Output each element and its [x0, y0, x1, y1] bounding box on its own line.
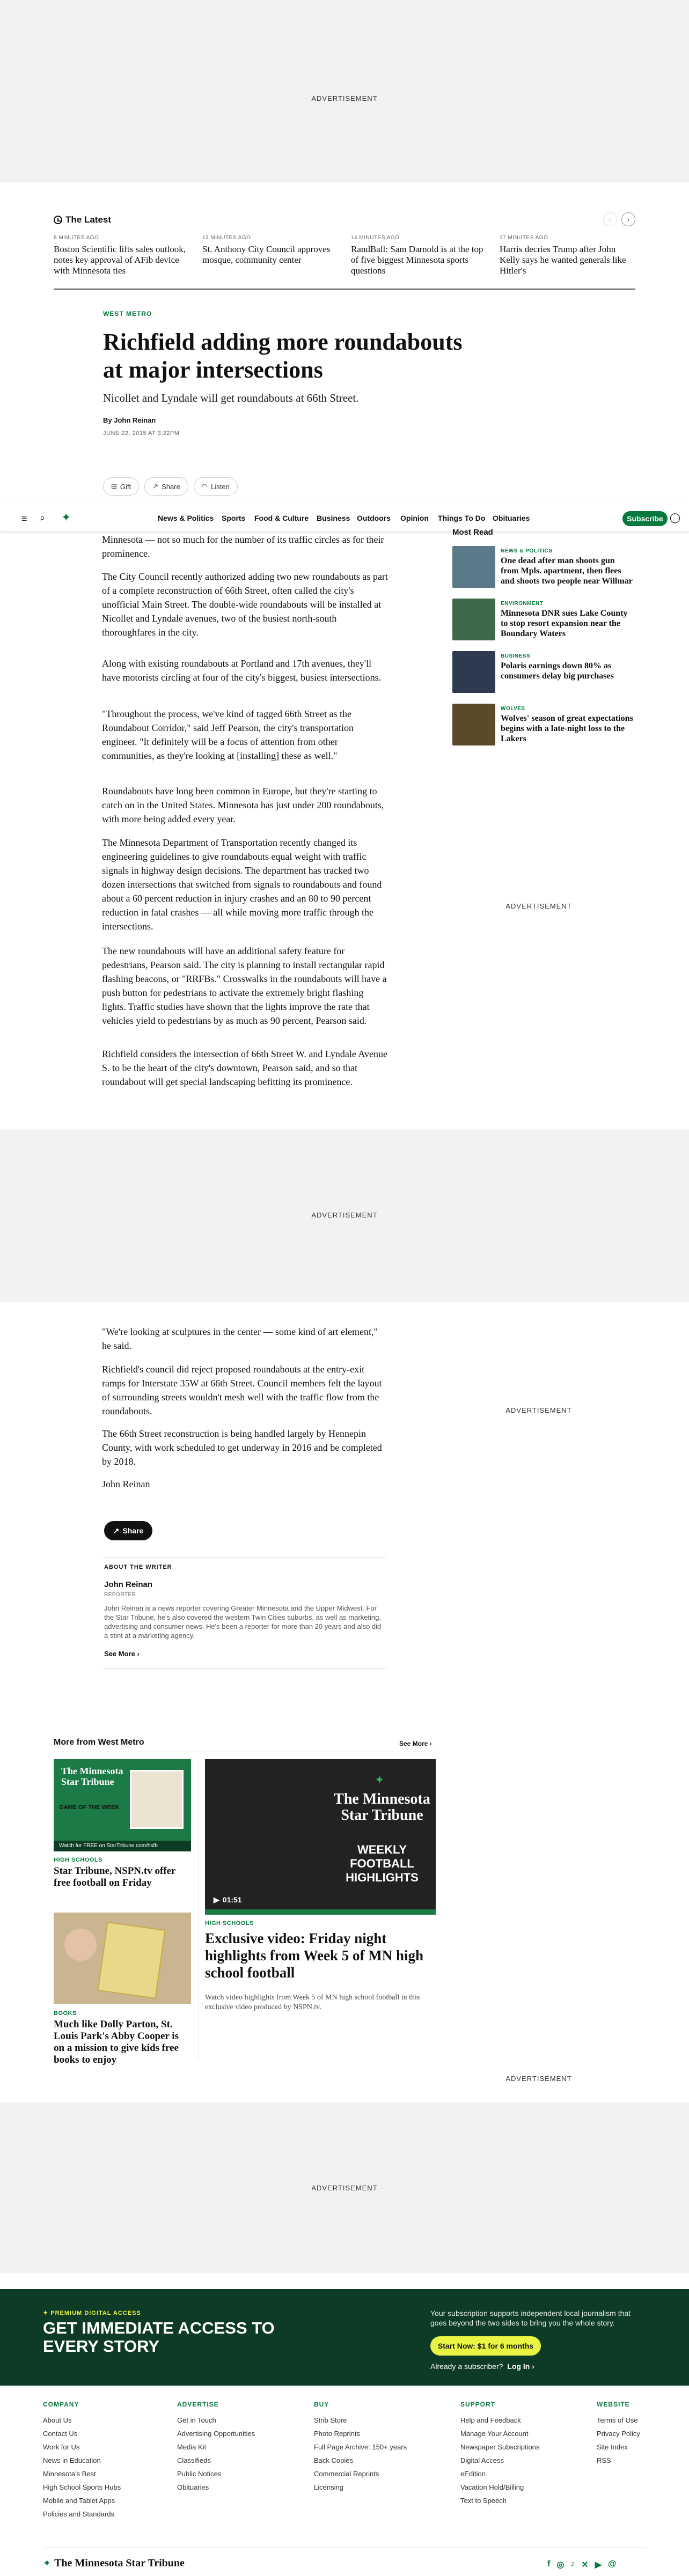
team-logos-image: [130, 1770, 184, 1829]
footer-link[interactable]: News in Education: [43, 2456, 101, 2464]
most-read-headline[interactable]: One dead after man shoots gun from Mpls. apartment, then flees and shoots two people near Willmar: [501, 556, 633, 586]
card-thumbnail[interactable]: The Minnesota Star Tribune GAME OF THE WEEK Watch for FREE on StarTribune.com/hsfb: [54, 1759, 191, 1851]
footer-link[interactable]: RSS: [597, 2456, 611, 2464]
footer-column-support: SUPPORT Help and Feedback Manage Your Account Newspaper Subscriptions Digital Access eEdition Vacation Hold/Billing Text to Speech: [460, 2401, 578, 2507]
paragraph: The City Council recently authorized adding two new roundabouts as part of a complete reconstruction of 66th Street, often called the city's unofficial Main Street. The double-wide roundabouts will be installed at Nicollet and Lyndale avenues, two of the busiest north-south thoroughfares in the city.: [102, 571, 388, 638]
most-read-thumbnail[interactable]: [452, 546, 495, 588]
footer-link[interactable]: Classifieds: [177, 2456, 211, 2464]
listen-button[interactable]: ◠ Listen: [194, 477, 238, 496]
promo-headline: GET IMMEDIATE ACCESS TO EVERY STORY: [43, 2319, 275, 2356]
nav-sports[interactable]: Sports: [222, 514, 246, 522]
share-icon: ↗: [113, 1526, 120, 1535]
most-read-thumbnail[interactable]: [452, 651, 495, 693]
paragraph: Richfield considers the intersection of 66th Street W. and Lyndale Avenue S. to be the heart of the city's downtown, Pearson said, and so that roundabout will get special landscaping befitting its prominence.: [102, 1049, 388, 1087]
ad-label: ADVERTISEMENT: [311, 2184, 378, 2192]
start-now-button[interactable]: Start Now: $1 for 6 months: [430, 2336, 541, 2356]
footer-link[interactable]: Media Kit: [177, 2443, 207, 2451]
footer-column-website: WEBSITE Terms of Use Privacy Policy Site Index RSS: [597, 2401, 677, 2467]
latest-time: 8 MINUTES AGO: [54, 235, 99, 241]
star-logo-icon: ✦: [375, 1773, 385, 1787]
sidebar-ad-label: ADVERTISEMENT: [505, 2075, 572, 2083]
writer-name[interactable]: John Reinan: [104, 1580, 153, 1589]
latest-time: 13 MINUTES AGO: [202, 235, 251, 241]
writer-role: REPORTER: [104, 1592, 136, 1598]
latest-time: 17 MINUTES AGO: [500, 235, 548, 241]
subscribe-button[interactable]: Subscribe: [622, 511, 668, 526]
facebook-icon[interactable]: f: [547, 2559, 551, 2568]
footer-link[interactable]: Terms of Use: [597, 2416, 638, 2424]
share-button[interactable]: ↗ Share: [144, 477, 188, 496]
footer-link[interactable]: Text to Speech: [460, 2497, 507, 2505]
latest-headline[interactable]: St. Anthony City Council approves mosque, community center: [202, 244, 331, 265]
card-thumbnail[interactable]: [54, 1913, 191, 2004]
footer-column-company: COMPANY About Us Contact Us Work for Us News in Education Minnesota's Best High School Sports Hubs Mobile and Tablet Apps Policies and Standards: [43, 2401, 150, 2521]
bottom-ad: [0, 2102, 689, 2273]
byline[interactable]: By John Reinan: [103, 416, 156, 424]
paragraph: The new roundabouts will have an additional safety feature for pedestrians, Pearson said. The city is planning to install rectangular rapid flashing beacons, or "RRFBs." Crosswalks in the roundabouts will have a push button for pedestrians to activate the extremely bright flashing lights. Traffic studies have shown that the lights improve the rate that vehicles yield to pedestrians by as much as 90 percent, Pearson said.: [102, 946, 387, 1026]
footer-link[interactable]: Contact Us: [43, 2430, 78, 2438]
footer-link[interactable]: Work for Us: [43, 2443, 80, 2451]
sticky-nav: [0, 504, 689, 532]
most-read-headline[interactable]: Wolves' season of great expectations begins with a late-night loss to the Lakers: [501, 714, 633, 743]
article-dek: Nicollet and Lyndale will get roundabouts at 66th Street.: [103, 392, 359, 404]
most-read-title: Most Read: [452, 528, 493, 537]
share-icon: ↗: [152, 482, 159, 490]
sidebar-ad-label: ADVERTISEMENT: [505, 1406, 572, 1414]
footer-link[interactable]: Policies and Standards: [43, 2510, 114, 2518]
headphones-icon: ◠: [201, 482, 208, 490]
gift-icon: ⊞: [111, 482, 117, 490]
latest-headline[interactable]: Harris decries Trump after John Kelly says he wanted generals like Hitler's: [500, 244, 626, 276]
paragraph: Along with existing roundabouts at Portland and 17th avenues, they'll have motorists circling at four of the city's biggest, busiest intersections.: [102, 658, 382, 683]
article-date: JUNE 22, 2015 AT 3:22PM: [103, 430, 180, 437]
youtube-icon[interactable]: ▶: [595, 2560, 602, 2570]
most-read-category: ENVIRONMENT: [501, 601, 544, 607]
more-from-title: More from West Metro: [54, 1738, 144, 1747]
ad-label: ADVERTISEMENT: [311, 94, 378, 102]
paragraph: The Minnesota Department of Transportation recently changed its engineering guidelines to give roundabouts equal weight with traffic signals in highway design decisions. The department has tracked two dozen intersections that switched from signals to roundabouts and found about a 60 percent reduction in injury crashes and an 80 to 90 percent reduction in fatal crashes — all while moving more traffic through the intersections.: [102, 837, 382, 932]
gift-button[interactable]: ⊞ Gift: [103, 477, 139, 496]
article-headline: Richfield adding more roundabouts at major intersections: [103, 329, 463, 383]
footer-link[interactable]: Help and Feedback: [460, 2416, 521, 2424]
author-signoff: John Reinan: [102, 1479, 150, 1489]
footer-link[interactable]: Back Copies: [314, 2456, 353, 2464]
most-read-thumbnail[interactable]: [452, 704, 495, 746]
footer-link[interactable]: Minnesota's Best: [43, 2470, 96, 2478]
share-button-bottom[interactable]: ↗ Share: [104, 1521, 152, 1540]
card-description: Watch video highlights from Week 5 of MN high school football in this exclusive video produced by NSPN.tv.: [205, 1994, 420, 2011]
most-read-category: BUSINESS: [501, 653, 531, 659]
promo-tag: ✦ PREMIUM DIGITAL ACCESS: [43, 2310, 141, 2316]
paragraph: Minnesota — not so much for the number of its traffic circles as for their prominence.: [102, 534, 384, 559]
prev-arrow-button[interactable]: ‹: [603, 212, 617, 226]
latest-item[interactable]: [500, 235, 635, 276]
card-category: BOOKS: [54, 2010, 77, 2017]
footer-link[interactable]: Digital Access: [460, 2456, 504, 2464]
writer-bio: John Reinan is a news reporter covering Greater Minnesota and the Upper Midwest. For the Star Tribune, he's also covered the western Twin Cities suburbs, as well as marketing, advertising and consumer news. He's been a reporter for more than 20 years and also did a stint at a marketing agency.: [104, 1604, 382, 1640]
footer-link[interactable]: Manage Your Account: [460, 2430, 529, 2438]
footer-link[interactable]: Mobile and Tablet Apps: [43, 2497, 115, 2505]
clock-icon: [54, 216, 62, 224]
footer-link[interactable]: Vacation Hold/Billing: [460, 2483, 524, 2491]
footer-link[interactable]: Licensing: [314, 2483, 343, 2491]
divider: [54, 289, 635, 290]
footer-link[interactable]: Photo Reprints: [314, 2430, 360, 2438]
paragraph: Richfield's council did reject proposed roundabouts at the entry-exit ramps for Interstate 35W at 66th Street. Council members felt the layout of surrounding streets wouldn't mesh well with the traffic flow from the roundabouts.: [102, 1364, 382, 1416]
more-from-see-more-link[interactable]: See More ›: [399, 1740, 432, 1747]
threads-icon[interactable]: @: [608, 2559, 617, 2568]
latest-headline[interactable]: Boston Scientific lifts sales outlook, notes key approval of AFib device with Minnesota ties: [54, 244, 186, 276]
about-writer-label: ABOUT THE WRITER: [104, 1564, 172, 1570]
nav-business[interactable]: Business: [317, 514, 350, 522]
latest-title: The Latest: [65, 215, 112, 225]
star-logo-icon: ✦: [43, 2558, 52, 2568]
divider: [103, 1668, 386, 1669]
paragraph: "We're looking at sculptures in the center — some kind of art element," he said.: [102, 1326, 378, 1351]
video-player[interactable]: ✦ The Minnesota Star Tribune WEEKLY FOOTBALL HIGHLIGHTS ▶ 01:51: [205, 1759, 436, 1915]
paragraph: Roundabouts have long been common in Europe, but they're starting to catch on in the United States. Minnesota has just under 200 roundabouts, with more being added every year.: [102, 786, 384, 824]
paragraph: The 66th Street reconstruction is being handled largely by Hennepin County, with work scheduled to get underway in 2016 and be completed by 2018.: [102, 1428, 382, 1467]
footer-link[interactable]: Advertising Opportunities: [177, 2430, 255, 2438]
footer-link[interactable]: Public Notices: [177, 2470, 222, 2478]
footer-link[interactable]: Get in Touch: [177, 2416, 216, 2424]
paragraph: "Throughout the process, we've kind of tagged 66th Street as the Roundabout Corridor," said Jeff Pearson, the city's transportation engineer. "It definitely will be a focus of attention from other communities, as they're looking at [installing] these as well.": [102, 708, 354, 761]
article-actions: [103, 477, 238, 496]
latest-headline[interactable]: RandBall: Sam Darnold is at the top of five biggest Minnesota sports questions: [351, 244, 483, 276]
social-links: [547, 2559, 617, 2570]
footer-link[interactable]: Strib Store: [314, 2416, 347, 2424]
account-icon[interactable]: ◯: [669, 512, 680, 523]
mid-ad: [0, 1130, 689, 1302]
footer-link[interactable]: About Us: [43, 2416, 72, 2424]
footer-link[interactable]: Obituaries: [177, 2483, 209, 2491]
footer-link[interactable]: Newspaper Subscriptions: [460, 2443, 540, 2451]
tiktok-icon[interactable]: ♪: [570, 2559, 575, 2568]
search-icon[interactable]: ⌕: [40, 512, 46, 523]
login-link[interactable]: Log In ›: [507, 2362, 534, 2371]
menu-icon[interactable]: ≡: [21, 513, 27, 524]
nav-news-politics[interactable]: News & Politics: [158, 514, 214, 522]
footer-link[interactable]: High School Sports Hubs: [43, 2483, 121, 2491]
next-arrow-button[interactable]: ›: [621, 212, 635, 226]
video-duration: 01:51: [222, 1895, 242, 1904]
most-read-category: NEWS & POLITICS: [501, 548, 553, 554]
footer-link[interactable]: Commercial Reprints: [314, 2470, 379, 2478]
promo-text: Your subscription supports independent local journalism that goes beyond the two sides to bring you the whole story.: [430, 2309, 631, 2327]
footer-column-advertise: ADVERTISE Get in Touch Advertising Opportunities Media Kit Classifieds Public Notices Obituaries: [177, 2401, 295, 2494]
sidebar-ad-label: ADVERTISEMENT: [505, 902, 572, 910]
latest-time: 14 MINUTES AGO: [351, 235, 400, 241]
nav-food-culture[interactable]: Food & Culture: [254, 514, 309, 522]
card-headline[interactable]: Star Tribune, NSPN.tv offer free football on Friday: [54, 1865, 176, 1888]
footer-link[interactable]: Full Page Archive: 150+ years: [314, 2443, 407, 2451]
footer-link[interactable]: Site Index: [597, 2443, 628, 2451]
subscription-promo: [0, 2289, 689, 2386]
already-subscriber-text: Already a subscriber?: [430, 2362, 503, 2371]
instagram-icon[interactable]: ◎: [556, 2560, 565, 2570]
top-ad: [0, 0, 689, 182]
card-category: HIGH SCHOOLS: [205, 1920, 254, 1927]
latest-item[interactable]: [351, 235, 487, 276]
child-image: [64, 1929, 97, 1961]
book-cover-image: [97, 1922, 165, 1999]
footer-link[interactable]: Privacy Policy: [597, 2430, 640, 2438]
footer-link[interactable]: eEdition: [460, 2470, 486, 2478]
most-read-headline[interactable]: Minnesota DNR sues Lake County to stop resort expansion near the Boundary Waters: [501, 609, 628, 638]
most-read-headline[interactable]: Polaris earnings down 80% as consumers delay big purchases: [501, 661, 614, 681]
most-read-thumbnail[interactable]: [452, 599, 495, 640]
play-icon[interactable]: ▶: [214, 1895, 219, 1904]
latest-item[interactable]: [202, 235, 338, 276]
nav-things-to-do[interactable]: Things To Do: [438, 514, 486, 522]
card-headline[interactable]: Exclusive video: Friday night highlights from Week 5 of MN high school football: [205, 1930, 424, 1981]
nav-obituaries[interactable]: Obituaries: [493, 514, 530, 522]
most-read-category: WOLVES: [501, 706, 525, 712]
card-category: HIGH SCHOOLS: [54, 1857, 102, 1863]
latest-bar: [54, 215, 635, 290]
latest-item[interactable]: [54, 235, 189, 276]
nav-outdoors[interactable]: Outdoors: [357, 514, 391, 522]
section-label[interactable]: WEST METRO: [103, 310, 152, 318]
ad-label: ADVERTISEMENT: [311, 1211, 378, 1219]
footer-brand[interactable]: ✦ The Minnesota Star Tribune: [43, 2557, 185, 2569]
x-icon[interactable]: ✕: [581, 2560, 589, 2570]
star-logo-icon[interactable]: ✦: [61, 511, 71, 524]
nav-opinion[interactable]: Opinion: [400, 514, 429, 522]
see-more-writer-link[interactable]: See More ›: [104, 1650, 140, 1658]
card-headline[interactable]: Much like Dolly Parton, St. Louis Park's Abby Cooper is on a mission to give kids free books to enjoy: [54, 2019, 179, 2065]
footer-column-buy: BUY Strib Store Photo Reprints Full Page Archive: 150+ years Back Copies Commercial Reprints Licensing: [314, 2401, 432, 2494]
